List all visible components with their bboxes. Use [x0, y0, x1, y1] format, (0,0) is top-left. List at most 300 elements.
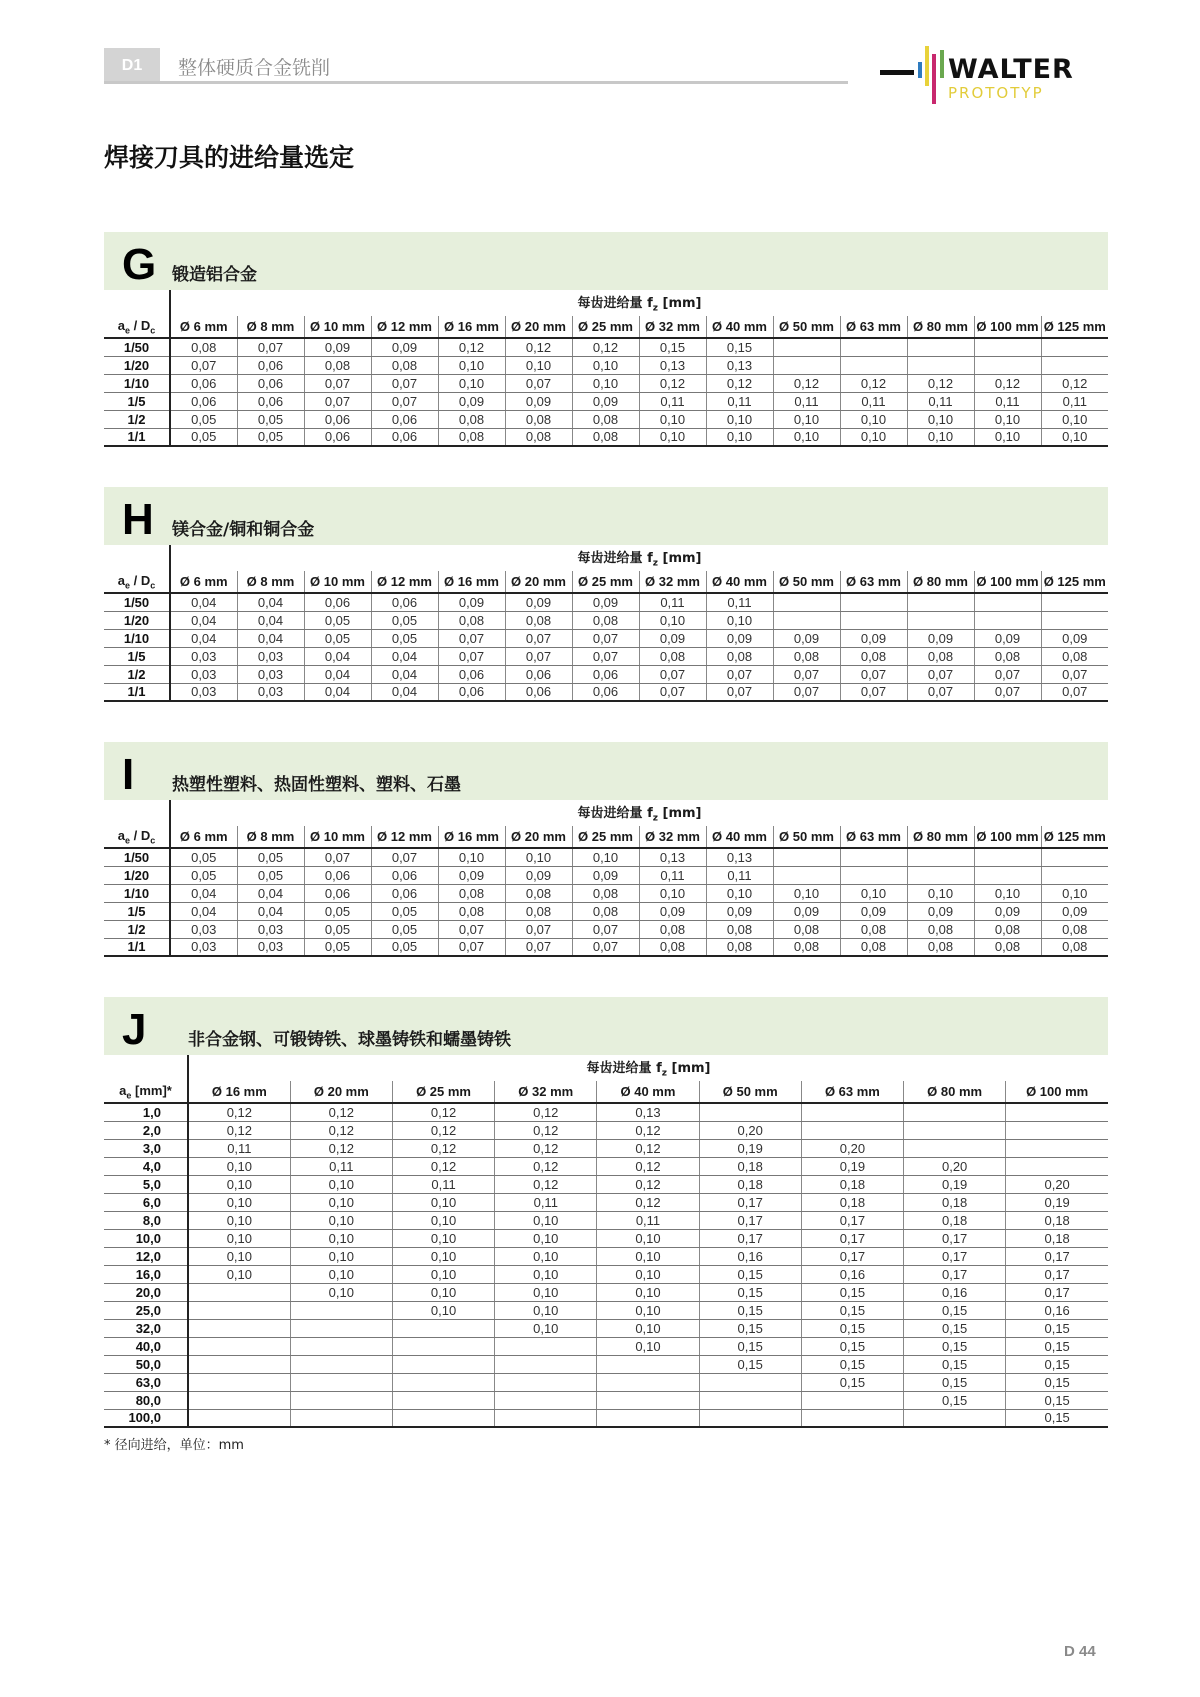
- feed-value-cell: 0,08: [974, 647, 1041, 665]
- feed-value-cell: 0,10: [1041, 884, 1108, 902]
- feed-value-cell: 0,10: [392, 1247, 494, 1265]
- feed-value-cell: 0,06: [371, 593, 438, 611]
- feed-value-cell: 0,10: [188, 1211, 290, 1229]
- feed-value-cell: 0,04: [170, 902, 237, 920]
- table-row: [104, 683, 1108, 701]
- feed-value-cell: 0,08: [572, 611, 639, 629]
- feed-value-cell: 0,15: [699, 1337, 801, 1355]
- feed-value-cell: 0,06: [304, 884, 371, 902]
- feed-value-cell: 0,17: [699, 1211, 801, 1229]
- feed-value-cell: 0,15: [699, 1355, 801, 1373]
- feed-value-cell: 0,10: [392, 1283, 494, 1301]
- row-label: 6,0: [104, 1193, 188, 1211]
- row-label: 1/10: [104, 629, 170, 647]
- feed-value-cell: 0,10: [505, 356, 572, 374]
- feed-value-cell: [392, 1373, 494, 1391]
- feed-value-cell: 0,11: [907, 392, 974, 410]
- feed-value-cell: 0,17: [1006, 1247, 1108, 1265]
- row-label: 1/2: [104, 410, 170, 428]
- feed-value-cell: [290, 1319, 392, 1337]
- diameter-column-header: Ø 50 mm: [699, 1081, 801, 1103]
- feed-value-cell: 0,15: [801, 1283, 903, 1301]
- feed-value-cell: 0,12: [392, 1103, 494, 1121]
- feed-value-cell: 0,10: [392, 1211, 494, 1229]
- diameter-column-header: Ø 63 mm: [840, 826, 907, 848]
- feed-value-cell: 0,09: [840, 902, 907, 920]
- feed-value-cell: 0,09: [706, 629, 773, 647]
- feed-value-cell: 0,10: [1041, 410, 1108, 428]
- feed-value-cell: [188, 1337, 290, 1355]
- feed-value-cell: 0,06: [505, 665, 572, 683]
- feed-value-cell: [290, 1355, 392, 1373]
- table-row: [104, 665, 1108, 683]
- feed-value-cell: 0,12: [290, 1103, 392, 1121]
- table-row: [104, 1121, 1108, 1139]
- feed-value-cell: 0,09: [974, 902, 1041, 920]
- feed-value-cell: 0,09: [505, 392, 572, 410]
- feed-value-cell: [392, 1319, 494, 1337]
- feed-value-cell: 0,08: [505, 611, 572, 629]
- feed-value-cell: [1041, 848, 1108, 866]
- feed-value-cell: 0,12: [773, 374, 840, 392]
- feed-value-cell: [974, 611, 1041, 629]
- feed-value-cell: 0,10: [639, 410, 706, 428]
- feed-value-cell: [495, 1409, 597, 1427]
- feed-value-cell: 0,04: [170, 611, 237, 629]
- diameter-column-header: Ø 6 mm: [170, 826, 237, 848]
- diameter-column-header: Ø 16 mm: [438, 316, 505, 338]
- svg-text:WALTER: WALTER: [948, 54, 1074, 85]
- feed-value-cell: 0,11: [974, 392, 1041, 410]
- feed-value-cell: 0,10: [290, 1247, 392, 1265]
- row-header-label: $a_e / D_c$: [104, 826, 170, 848]
- feed-value-cell: 0,11: [840, 392, 907, 410]
- row-label: 4,0: [104, 1157, 188, 1175]
- feed-value-cell: 0,13: [639, 848, 706, 866]
- diameter-column-header: Ø 20 mm: [290, 1081, 392, 1103]
- feed-value-cell: 0,08: [505, 410, 572, 428]
- feed-value-cell: 0,06: [505, 683, 572, 701]
- row-label: 1/20: [104, 866, 170, 884]
- row-label: 1/1: [104, 683, 170, 701]
- feed-value-cell: 0,18: [1006, 1211, 1108, 1229]
- row-label: 32,0: [104, 1319, 188, 1337]
- table-row: [104, 884, 1108, 902]
- feed-value-cell: 0,07: [438, 647, 505, 665]
- feed-value-cell: 0,04: [304, 647, 371, 665]
- feed-value-cell: [188, 1355, 290, 1373]
- feed-value-cell: [840, 848, 907, 866]
- feed-value-cell: [1041, 866, 1108, 884]
- diameter-column-header: Ø 8 mm: [237, 571, 304, 593]
- row-label: 1/2: [104, 665, 170, 683]
- feed-value-cell: [840, 866, 907, 884]
- feed-value-cell: 0,11: [495, 1193, 597, 1211]
- feed-value-cell: 0,08: [639, 647, 706, 665]
- diameter-column-header: Ø 25 mm: [572, 571, 639, 593]
- feed-value-cell: [1041, 338, 1108, 356]
- table-row: [104, 902, 1108, 920]
- feed-value-cell: 0,10: [438, 356, 505, 374]
- feed-value-cell: 0,12: [639, 374, 706, 392]
- row-label: 16,0: [104, 1265, 188, 1283]
- feed-value-cell: 0,15: [699, 1319, 801, 1337]
- feed-value-cell: 0,10: [974, 410, 1041, 428]
- feed-value-cell: 0,07: [438, 938, 505, 956]
- page-title: 焊接刀具的进给量选定: [104, 143, 355, 172]
- feed-value-cell: 0,08: [840, 920, 907, 938]
- diameter-column-header: Ø 25 mm: [392, 1081, 494, 1103]
- feed-value-cell: [699, 1103, 801, 1121]
- feed-value-cell: 0,11: [188, 1139, 290, 1157]
- feed-value-cell: 0,12: [392, 1157, 494, 1175]
- feed-value-cell: [495, 1337, 597, 1355]
- feed-value-cell: 0,07: [572, 920, 639, 938]
- feed-value-cell: 0,18: [699, 1157, 801, 1175]
- feed-value-cell: 0,15: [801, 1373, 903, 1391]
- diameter-column-header: Ø 12 mm: [371, 571, 438, 593]
- feed-value-cell: 0,12: [495, 1157, 597, 1175]
- feed-value-cell: [495, 1355, 597, 1373]
- feed-value-cell: 0,15: [706, 338, 773, 356]
- feed-value-cell: 0,10: [495, 1283, 597, 1301]
- feed-value-cell: 0,07: [572, 938, 639, 956]
- feed-value-cell: 0,06: [170, 374, 237, 392]
- feed-value-cell: [773, 356, 840, 374]
- feed-value-cell: 0,09: [572, 593, 639, 611]
- feed-value-cell: 0,05: [304, 629, 371, 647]
- feed-value-cell: 0,12: [974, 374, 1041, 392]
- material-group-letter: I: [122, 750, 135, 799]
- feed-value-cell: 0,12: [495, 1139, 597, 1157]
- feed-value-cell: 0,09: [505, 593, 572, 611]
- feed-per-tooth-header: 每齿进给量 $f_z$ [mm]: [586, 1061, 711, 1079]
- table-row: [104, 611, 1108, 629]
- feed-value-cell: 0,12: [505, 338, 572, 356]
- table-row: [104, 920, 1108, 938]
- feed-value-cell: 0,08: [773, 920, 840, 938]
- feed-value-cell: 0,15: [801, 1355, 903, 1373]
- row-label: 3,0: [104, 1139, 188, 1157]
- feed-value-cell: 0,11: [290, 1157, 392, 1175]
- table-row: [104, 1229, 1108, 1247]
- feed-value-cell: [907, 848, 974, 866]
- feed-value-cell: 0,05: [304, 611, 371, 629]
- feed-value-cell: 0,10: [188, 1229, 290, 1247]
- feed-value-cell: [392, 1409, 494, 1427]
- feed-value-cell: 0,04: [237, 884, 304, 902]
- feed-value-cell: 0,06: [371, 410, 438, 428]
- feed-value-cell: 0,19: [801, 1157, 903, 1175]
- feed-value-cell: [392, 1337, 494, 1355]
- feed-value-cell: 0,09: [505, 866, 572, 884]
- feed-value-cell: 0,18: [904, 1193, 1006, 1211]
- diameter-column-header: Ø 63 mm: [801, 1081, 903, 1103]
- row-label: 8,0: [104, 1211, 188, 1229]
- row-label: 1/10: [104, 374, 170, 392]
- feed-value-cell: 0,10: [572, 374, 639, 392]
- feed-value-cell: 0,04: [170, 629, 237, 647]
- feed-value-cell: 0,15: [1006, 1319, 1108, 1337]
- feed-value-cell: 0,09: [572, 392, 639, 410]
- feed-value-cell: [290, 1409, 392, 1427]
- feed-value-cell: 0,08: [907, 938, 974, 956]
- chapter-code: D1: [104, 48, 160, 84]
- feed-value-cell: 0,08: [840, 938, 907, 956]
- feed-value-cell: 0,08: [706, 938, 773, 956]
- row-label: 1/50: [104, 338, 170, 356]
- feed-value-cell: 0,09: [639, 629, 706, 647]
- table-row: [104, 392, 1108, 410]
- feed-value-cell: 0,10: [773, 428, 840, 446]
- table-row: [104, 938, 1108, 956]
- feed-value-cell: 0,06: [237, 356, 304, 374]
- feed-value-cell: 0,15: [1006, 1409, 1108, 1427]
- row-label: 1/5: [104, 647, 170, 665]
- feed-value-cell: [188, 1301, 290, 1319]
- feed-value-cell: 0,15: [1006, 1373, 1108, 1391]
- feed-value-cell: 0,10: [597, 1301, 699, 1319]
- feed-value-cell: 0,04: [237, 902, 304, 920]
- feed-value-cell: 0,03: [237, 683, 304, 701]
- table-row: [104, 629, 1108, 647]
- feed-value-cell: 0,07: [907, 665, 974, 683]
- feed-value-cell: 0,17: [904, 1265, 1006, 1283]
- feed-value-cell: 0,07: [304, 392, 371, 410]
- row-label: 40,0: [104, 1337, 188, 1355]
- feed-value-cell: 0,10: [639, 884, 706, 902]
- feed-value-cell: 0,15: [801, 1301, 903, 1319]
- feed-value-cell: 0,07: [1041, 683, 1108, 701]
- feed-value-cell: 0,06: [237, 374, 304, 392]
- table-row: [104, 1247, 1108, 1265]
- feed-value-cell: 0,07: [505, 374, 572, 392]
- feed-value-cell: 0,04: [371, 665, 438, 683]
- section-header-band: [104, 742, 1108, 800]
- feed-value-cell: 0,12: [597, 1139, 699, 1157]
- feed-value-cell: 0,10: [392, 1193, 494, 1211]
- feed-value-cell: 0,10: [290, 1283, 392, 1301]
- feed-value-cell: 0,07: [840, 683, 907, 701]
- diameter-column-header: Ø 80 mm: [904, 1081, 1006, 1103]
- feed-value-cell: 0,20: [1006, 1175, 1108, 1193]
- feed-value-cell: 0,10: [572, 848, 639, 866]
- section-i: [104, 742, 1108, 957]
- feed-value-cell: 0,04: [304, 683, 371, 701]
- feed-value-cell: 0,11: [392, 1175, 494, 1193]
- feed-value-cell: [188, 1373, 290, 1391]
- feed-value-cell: 0,04: [237, 593, 304, 611]
- feed-value-cell: 0,08: [505, 902, 572, 920]
- feed-value-cell: 0,15: [1006, 1355, 1108, 1373]
- feed-value-cell: 0,03: [170, 665, 237, 683]
- feed-value-cell: 0,12: [597, 1157, 699, 1175]
- feed-value-cell: 0,15: [1006, 1391, 1108, 1409]
- feed-value-cell: 0,15: [699, 1283, 801, 1301]
- feed-value-cell: 0,07: [639, 665, 706, 683]
- feed-value-cell: 0,05: [304, 938, 371, 956]
- feed-value-cell: 0,07: [706, 683, 773, 701]
- feed-value-cell: 0,10: [392, 1229, 494, 1247]
- feed-value-cell: 0,07: [304, 374, 371, 392]
- feed-value-cell: 0,09: [572, 866, 639, 884]
- table-row: [104, 1211, 1108, 1229]
- table-row: [104, 428, 1108, 446]
- feed-value-cell: 0,08: [773, 938, 840, 956]
- feed-value-cell: 0,17: [801, 1229, 903, 1247]
- feed-value-cell: 0,12: [706, 374, 773, 392]
- feed-value-cell: 0,06: [304, 593, 371, 611]
- feed-value-cell: 0,10: [1041, 428, 1108, 446]
- feed-value-cell: 0,08: [438, 611, 505, 629]
- table-row: [104, 848, 1108, 866]
- feed-value-cell: 0,08: [505, 884, 572, 902]
- table-row: [104, 1193, 1108, 1211]
- feed-value-cell: 0,13: [639, 356, 706, 374]
- feed-value-cell: [699, 1373, 801, 1391]
- feed-value-cell: 0,09: [974, 629, 1041, 647]
- feed-value-cell: 0,12: [495, 1103, 597, 1121]
- feed-value-cell: 0,08: [572, 884, 639, 902]
- feed-value-cell: [907, 356, 974, 374]
- feed-value-cell: 0,12: [188, 1103, 290, 1121]
- feed-value-cell: 0,17: [904, 1229, 1006, 1247]
- feed-value-cell: 0,08: [505, 428, 572, 446]
- feed-value-cell: 0,09: [1041, 902, 1108, 920]
- feed-value-cell: 0,13: [597, 1103, 699, 1121]
- feed-value-cell: 0,11: [597, 1211, 699, 1229]
- diameter-column-header: Ø 16 mm: [438, 826, 505, 848]
- feed-value-cell: 0,15: [904, 1373, 1006, 1391]
- feed-value-cell: 0,10: [706, 611, 773, 629]
- feed-value-cell: 0,08: [572, 902, 639, 920]
- feed-value-cell: 0,03: [170, 683, 237, 701]
- feed-value-cell: 0,05: [237, 866, 304, 884]
- diameter-column-header: Ø 8 mm: [237, 316, 304, 338]
- feed-value-cell: 0,04: [170, 884, 237, 902]
- feed-value-cell: 0,07: [907, 683, 974, 701]
- feed-value-cell: 0,06: [304, 410, 371, 428]
- feed-value-cell: [1006, 1103, 1108, 1121]
- footnote: * 径向进给，单位：mm: [104, 1438, 244, 1453]
- feed-value-cell: [773, 338, 840, 356]
- feed-value-cell: 0,10: [290, 1265, 392, 1283]
- row-label: 1/50: [104, 848, 170, 866]
- feed-value-cell: 0,19: [904, 1175, 1006, 1193]
- material-group-letter: G: [122, 240, 157, 289]
- feed-value-cell: 0,07: [639, 683, 706, 701]
- feed-value-cell: [974, 593, 1041, 611]
- feed-value-cell: 0,10: [290, 1175, 392, 1193]
- diameter-column-header: Ø 63 mm: [840, 571, 907, 593]
- table-row: [104, 374, 1108, 392]
- feed-value-cell: 0,05: [237, 848, 304, 866]
- feed-value-cell: [801, 1121, 903, 1139]
- feed-value-cell: 0,12: [438, 338, 505, 356]
- logo-bars-icon: [880, 44, 1110, 106]
- feed-value-cell: 0,08: [170, 338, 237, 356]
- feed-value-cell: [974, 848, 1041, 866]
- feed-value-cell: 0,15: [904, 1391, 1006, 1409]
- feed-value-cell: 0,15: [1006, 1337, 1108, 1355]
- feed-value-cell: [840, 611, 907, 629]
- diameter-column-header: Ø 100 mm: [1006, 1081, 1108, 1103]
- feed-value-cell: 0,07: [170, 356, 237, 374]
- table-row: [104, 1355, 1108, 1373]
- feed-value-cell: 0,07: [974, 665, 1041, 683]
- feed-value-cell: [974, 356, 1041, 374]
- feed-value-cell: [392, 1391, 494, 1409]
- diameter-column-header: Ø 40 mm: [706, 316, 773, 338]
- feed-value-cell: 0,12: [495, 1121, 597, 1139]
- feed-value-cell: 0,12: [392, 1121, 494, 1139]
- material-group-name: 锻造铝合金: [172, 265, 257, 285]
- row-header-label: $a_e$ [mm]*: [104, 1081, 188, 1103]
- feed-value-cell: 0,15: [699, 1301, 801, 1319]
- feed-value-cell: 0,16: [699, 1247, 801, 1265]
- feed-value-cell: 0,07: [371, 392, 438, 410]
- row-label: 2,0: [104, 1121, 188, 1139]
- feed-value-cell: 0,10: [597, 1247, 699, 1265]
- feed-per-tooth-header: 每齿进给量 $f_z$ [mm]: [577, 551, 702, 569]
- feed-value-cell: 0,10: [974, 428, 1041, 446]
- feed-value-cell: 0,12: [290, 1121, 392, 1139]
- diameter-column-header: Ø 40 mm: [597, 1081, 699, 1103]
- feed-value-cell: 0,10: [495, 1301, 597, 1319]
- diameter-column-header: Ø 20 mm: [505, 571, 572, 593]
- feed-value-cell: 0,18: [904, 1211, 1006, 1229]
- feed-value-cell: 0,17: [801, 1211, 903, 1229]
- feed-value-cell: 0,10: [639, 611, 706, 629]
- diameter-column-header: Ø 20 mm: [505, 826, 572, 848]
- feed-value-cell: [597, 1355, 699, 1373]
- feed-value-cell: [801, 1103, 903, 1121]
- feed-value-cell: 0,05: [371, 611, 438, 629]
- table-row: [104, 338, 1108, 356]
- feed-value-cell: 0,09: [438, 866, 505, 884]
- feed-value-cell: 0,09: [907, 902, 974, 920]
- feed-value-cell: 0,10: [290, 1193, 392, 1211]
- section-g: [104, 232, 1108, 447]
- table-row: [104, 1319, 1108, 1337]
- row-label: 25,0: [104, 1301, 188, 1319]
- table-row: [104, 1283, 1108, 1301]
- feed-value-cell: 0,08: [639, 938, 706, 956]
- feed-value-cell: [188, 1409, 290, 1427]
- diameter-column-header: Ø 125 mm: [1041, 826, 1108, 848]
- feed-value-cell: 0,07: [371, 848, 438, 866]
- feed-value-cell: 0,08: [1041, 938, 1108, 956]
- feed-value-cell: 0,15: [801, 1319, 903, 1337]
- feed-value-cell: 0,10: [773, 884, 840, 902]
- feed-value-cell: 0,10: [188, 1175, 290, 1193]
- row-header-label: $a_e / D_c$: [104, 571, 170, 593]
- feed-value-cell: 0,09: [907, 629, 974, 647]
- feed-value-cell: 0,10: [495, 1319, 597, 1337]
- feed-value-cell: 0,03: [237, 938, 304, 956]
- feed-value-cell: 0,05: [237, 410, 304, 428]
- feed-value-cell: 0,10: [597, 1283, 699, 1301]
- feed-value-cell: 0,10: [188, 1157, 290, 1175]
- row-label: 1,0: [104, 1103, 188, 1121]
- table-row: [104, 1175, 1108, 1193]
- feed-value-cell: 0,15: [639, 338, 706, 356]
- table-row: [104, 647, 1108, 665]
- feed-value-cell: [699, 1409, 801, 1427]
- feed-value-cell: [597, 1409, 699, 1427]
- feed-value-cell: 0,06: [170, 392, 237, 410]
- feed-value-cell: 0,10: [597, 1229, 699, 1247]
